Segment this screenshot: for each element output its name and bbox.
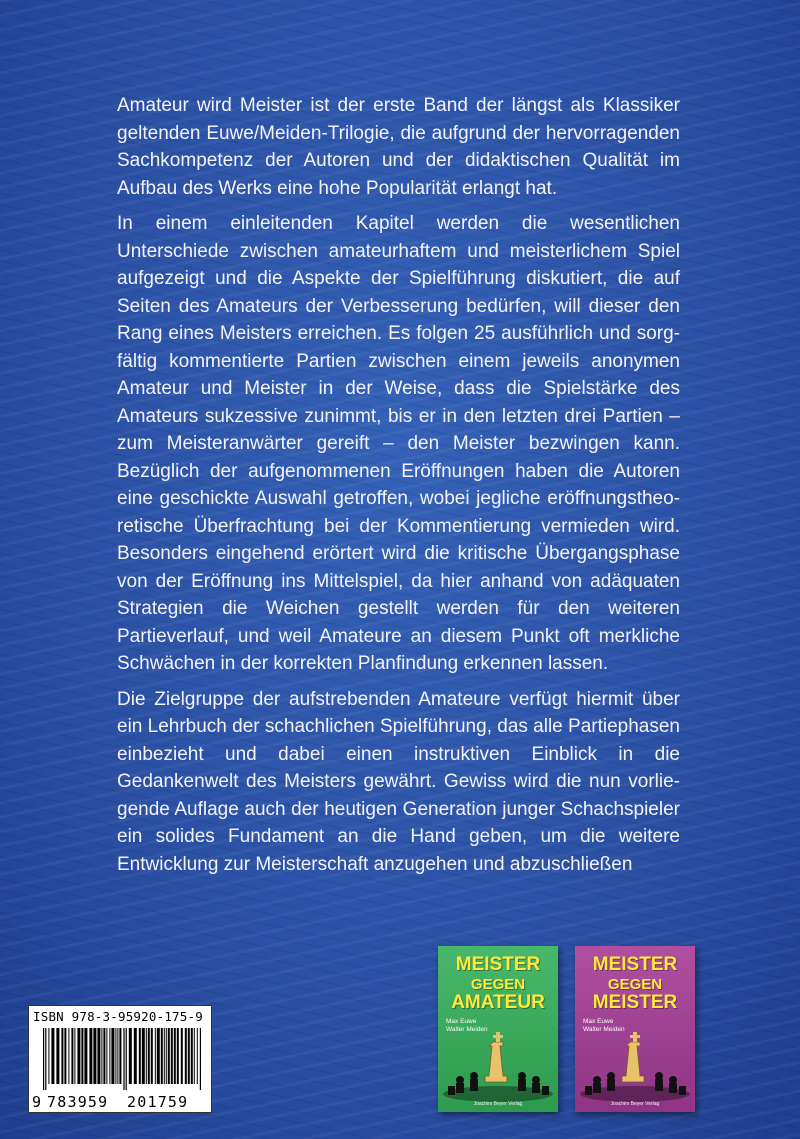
barcode-bar	[166, 1028, 167, 1084]
barcode-bar	[185, 1028, 187, 1084]
barcode-bar	[71, 1028, 73, 1084]
barcode-bar	[148, 1028, 150, 1084]
barcode-bar	[101, 1028, 102, 1084]
book-author-1: Max Euwe	[446, 1018, 477, 1025]
isbn-number: ISBN 978-3-95920-175-9	[33, 1009, 203, 1024]
blurb-paragraph-1: Amateur wird Meister ist der erste Band der längst als Klassiker geltenden Euwe/Meiden-Trilogie, die aufgrund der hervorragenden Sachkompetenz der Autoren und der didaktischen Qualität im Aufbau des Werks eine hohe Popularität erlangt hat.	[117, 95, 680, 199]
barcode-bar	[129, 1028, 132, 1084]
barcode-bar	[74, 1028, 75, 1084]
barcode-bar	[109, 1028, 110, 1084]
book-cover-meister-gegen-meister	[575, 946, 695, 1112]
barcode-bar	[43, 1028, 44, 1090]
barcode-bar	[97, 1028, 100, 1084]
barcode-bar	[45, 1028, 46, 1090]
barcode-bar	[155, 1028, 156, 1084]
book-publisher: Joachim Beyer Verlag	[610, 1101, 660, 1107]
book-cover-meister-gegen-amateur	[438, 946, 558, 1112]
blurb-paragraph-2: In einem einleitenden Kapitel werden die wesentlichen Unterschiede zwischen amateurhaftem und meisterlichem Spiel aufgezeigt und die Aspekte der Spielführung diskutiert, die auf Seiten des Amateurs der Verbesserung bedürfen, will dieser den Rang eines Meisters erreichen. Es folgen 25 ausführlich und sorgfältig kommentierte Partien zwischen einem jeweils anonymen Amateur und Meister in der Weise, dass die Spielstärke des Amateurs sukzessive zunimmt, bis er in den letzten drei Partien – zum Meisteranwärter gereift – den Meister bezwingen kann. Bezüglich der aufgenommenen Eröffnungen haben die Autoren eine geschickte Auswahl getroffen, wobei jegliche eröffnungstheoretische Überfrachtung bei der Kommentierung vermieden wird. Besonders eingehend erörtert wird die kritische Übergangsphase von der Eröffnung ins Mittelspiel, da hier anhand von adäquaten Strategien die Weichen gestellt werden für den weiteren Partieverlauf, und weil Amateure an diesem Punkt oft merkliche Schwächen in der korrekten Planfindung erkennen lassen.	[117, 213, 680, 674]
barcode-bar	[134, 1028, 137, 1084]
barcode-bar	[191, 1028, 193, 1084]
blurb-paragraph-3: Die Zielgruppe der aufstrebenden Amateure verfügt hiermit über ein Lehrbuch der schachlichen Spielführung, das alle Partiephasen einbezieht und dabei einen instruktiven Einblick in die Gedankenwelt des Meisters gewährt. Gewiss wird die nun vorliegende Auflage auch der heutigen Generation junger Schachspieler ein solides Fundament an die Hand geben, um die weitere Entwicklung zur Meisterschaft anzugehen und abzuschließen	[117, 688, 680, 875]
barcode-bar	[177, 1028, 179, 1084]
barcode-bar	[93, 1028, 96, 1084]
book-publisher: Joachim Beyer Verlag	[473, 1101, 523, 1107]
barcode-bar	[77, 1028, 80, 1084]
barcode-bar	[188, 1028, 190, 1084]
barcode-bar	[139, 1028, 141, 1084]
barcode-bar	[194, 1028, 195, 1084]
book-author-2: Walter Meiden	[446, 1026, 488, 1033]
book-title-line1: MEISTER	[455, 954, 541, 975]
barcode-digits-right: 201759	[127, 1093, 189, 1111]
book-title-line3: MEISTER	[592, 992, 678, 1013]
barcode-bar	[61, 1028, 63, 1084]
barcode-bar	[89, 1028, 92, 1084]
barcode-bar	[157, 1028, 160, 1084]
chess-pieces-icon	[438, 1012, 558, 1102]
barcode-bar	[51, 1028, 54, 1084]
book-title-line2: GEGEN	[470, 976, 526, 993]
book-title-line1: MEISTER	[592, 954, 678, 975]
barcode-bar	[171, 1028, 173, 1084]
barcode-bar	[106, 1028, 107, 1084]
barcode-graphic	[43, 1028, 205, 1090]
book-title-line3: AMATEUR	[451, 992, 545, 1013]
barcode-bar	[117, 1028, 118, 1084]
barcode-bar	[200, 1028, 201, 1090]
barcode-bar	[111, 1028, 114, 1084]
barcode-bar	[81, 1028, 83, 1084]
barcode-bar	[68, 1028, 69, 1084]
barcode-bar	[146, 1028, 147, 1084]
barcode-digits-left: 783959	[47, 1093, 109, 1111]
book-author-2: Walter Meiden	[583, 1026, 625, 1033]
barcode-bar	[168, 1028, 170, 1084]
barcode-bar	[161, 1028, 163, 1084]
barcode-bar	[56, 1028, 59, 1084]
barcode-bars	[43, 1028, 205, 1090]
barcode-bar	[115, 1028, 116, 1084]
barcode-bar	[48, 1028, 49, 1084]
barcode-bar	[119, 1028, 121, 1084]
barcode-digit-lead: 9	[32, 1093, 42, 1111]
back-cover-blurb	[117, 92, 680, 886]
barcode-bar	[181, 1028, 183, 1084]
barcode-bar	[142, 1028, 145, 1084]
barcode-bar	[197, 1028, 198, 1084]
chess-pieces-icon	[575, 1012, 695, 1102]
barcode-bar	[164, 1028, 165, 1084]
barcode-bar	[103, 1028, 105, 1084]
isbn-barcode	[28, 1005, 212, 1113]
barcode-bar	[123, 1028, 124, 1090]
book-title-line2: GEGEN	[607, 976, 663, 993]
barcode-bar	[126, 1028, 127, 1090]
barcode-bar	[151, 1028, 153, 1084]
barcode-bar	[64, 1028, 66, 1084]
book-author-1: Max Euwe	[583, 1018, 614, 1025]
barcode-bar	[174, 1028, 176, 1084]
barcode-bar	[84, 1028, 87, 1084]
